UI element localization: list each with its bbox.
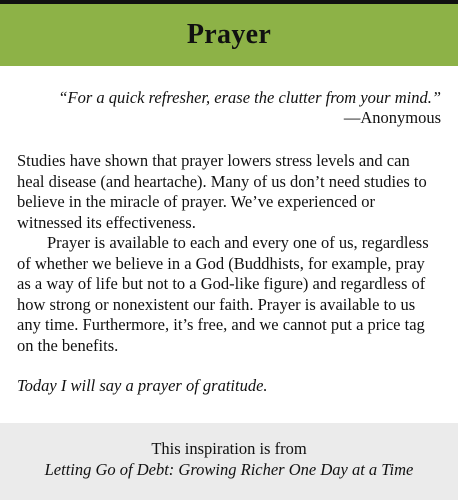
body-paragraph-2: Prayer is available to each and every one of us, regardless of whether we believe in a God (Buddhists, for example, pray as a way of life but not to a God-like figure) and regardless of how strong or nonexistent our faith. Prayer is available to us any time. Furthermore, it’s free, and we cannot put a price tag on the benefits. bbox=[17, 233, 429, 355]
source-prefix: This inspiration is from bbox=[151, 439, 307, 458]
title-banner bbox=[0, 4, 458, 66]
body-paragraph-1: Studies have shown that prayer lowers stress levels and can heal disease (and heartache). Many of us don’t need studies to believe in the miracle of prayer. We’ve experienced or witnessed its effectiveness. bbox=[17, 151, 427, 232]
book-title: Letting Go of Debt: Growing Richer One Day at a Time bbox=[44, 460, 414, 479]
closing-affirmation: Today I will say a prayer of gratitude. bbox=[17, 376, 268, 395]
page-title: Prayer bbox=[186, 19, 272, 50]
epigraph-attribution: —Anonymous bbox=[343, 108, 441, 127]
reading-content bbox=[17, 88, 441, 396]
epigraph-quote: “For a quick refresher, erase the clutter from your mind.” bbox=[58, 88, 441, 107]
source-footer bbox=[0, 423, 458, 500]
